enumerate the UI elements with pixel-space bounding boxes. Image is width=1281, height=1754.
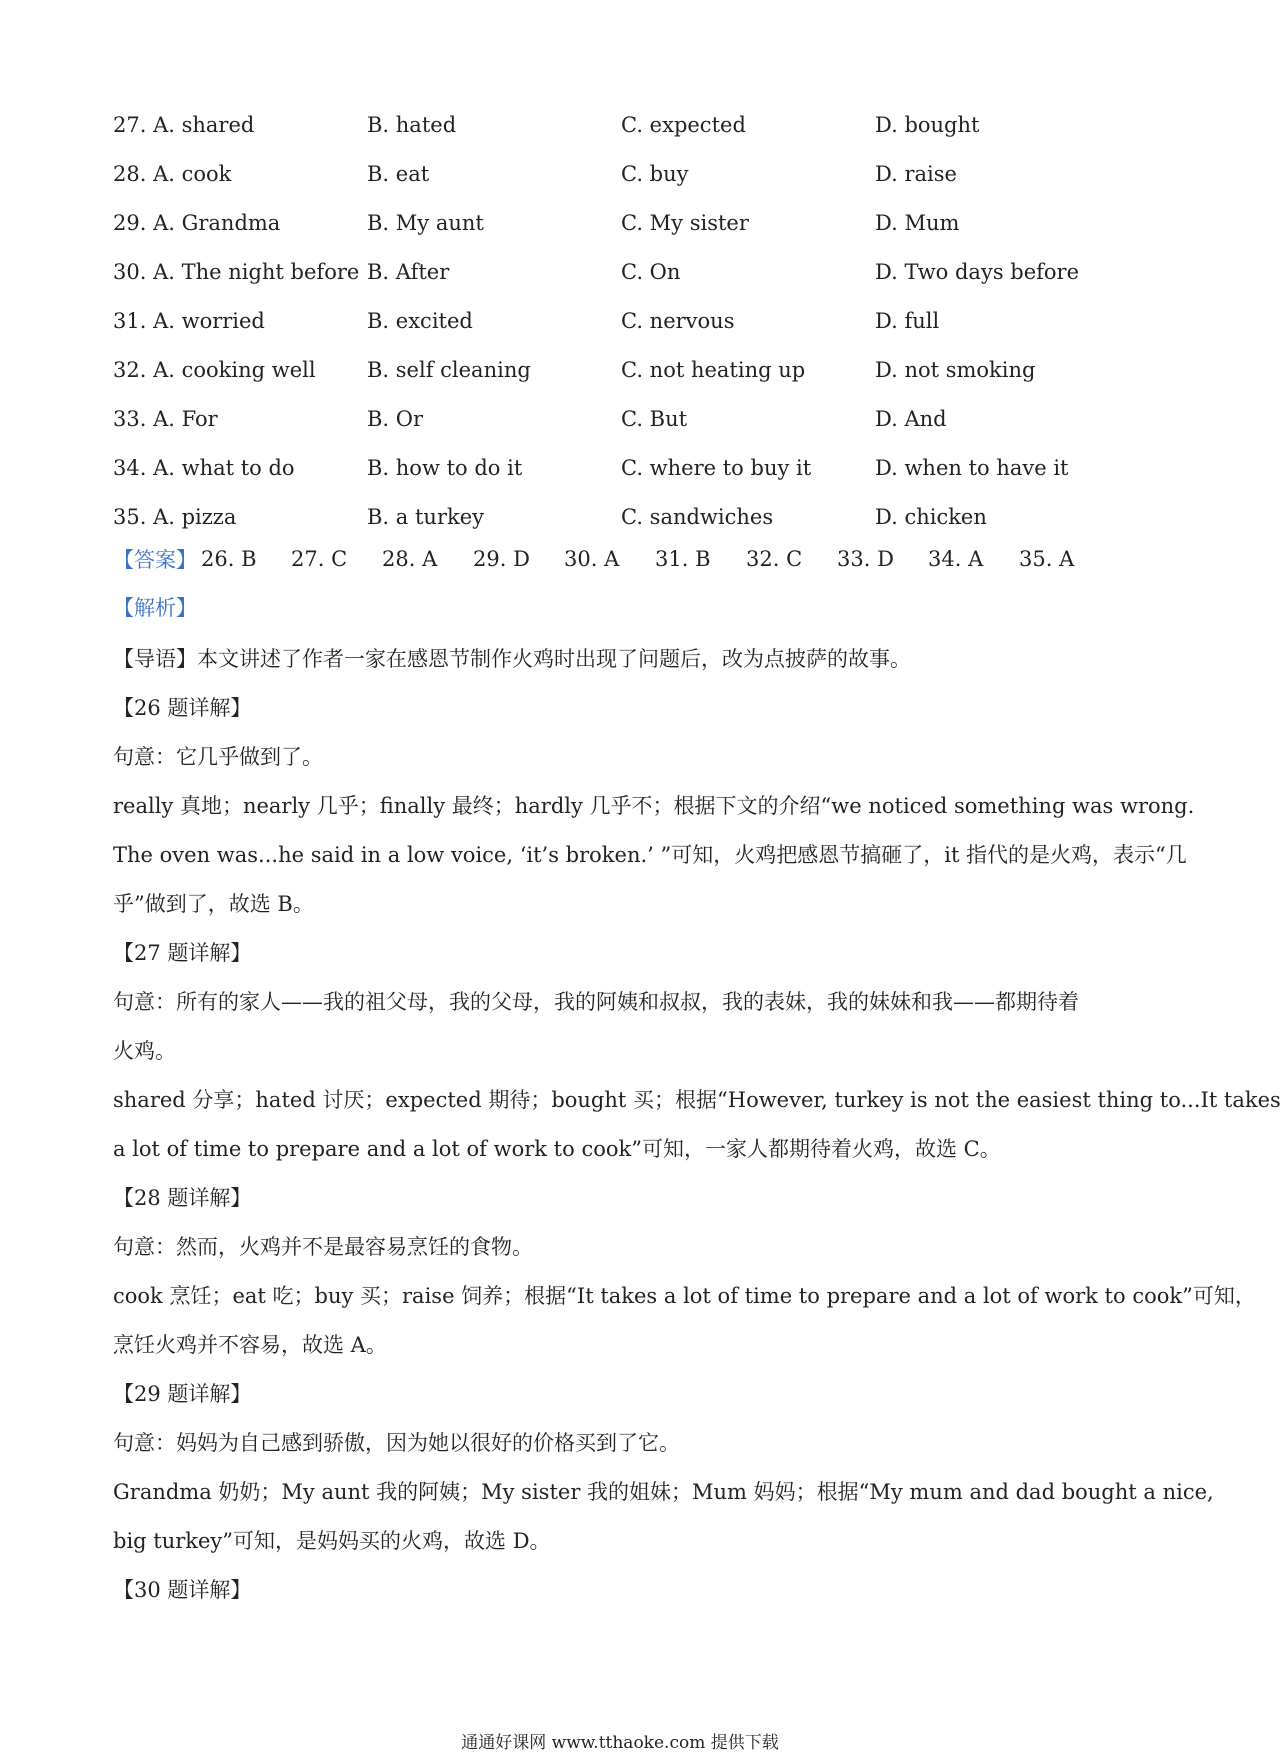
text-line: 烹饪火鸡并不容易，故选 A。 — [113, 1333, 387, 1357]
text-line: 【导语】本文讲述了作者一家在感恩节制作火鸡时出现了问题后，改为点披萨的故事。 — [113, 647, 911, 671]
answer-item: 32. C — [746, 547, 803, 571]
text-line: big turkey”可知，是妈妈买的火鸡，故选 D。 — [113, 1529, 551, 1553]
answer-item: 35. A — [1019, 547, 1075, 571]
option-c: C. not heating up — [621, 357, 806, 382]
option-row — [113, 345, 1133, 394]
answer-item: 27. C — [291, 547, 348, 571]
option-b: B. My aunt — [367, 210, 484, 235]
option-c: C. My sister — [621, 210, 749, 235]
text-line: 【26 题详解】 — [113, 696, 252, 720]
option-c: C. buy — [621, 161, 689, 186]
option-a: 33. A. For — [113, 406, 218, 431]
text-line: really 真地；nearly 几乎；finally 最终；hardly 几乎不；根据下文的介绍“we noticed something was wrong. — [113, 794, 1195, 818]
option-b: B. self cleaning — [367, 357, 531, 382]
option-row — [113, 100, 1133, 149]
answer-label: 【答案】 — [113, 548, 197, 572]
text-line: cook 烹饪；eat 吃；buy 买；raise 饲养；根据“It takes a lot of time to prepare and a lot of work to cook”可知， — [113, 1284, 1256, 1308]
option-b: B. hated — [367, 112, 457, 137]
option-a: 35. A. pizza — [113, 504, 237, 529]
answer-item: 29. D — [473, 547, 530, 571]
text-line: 【28 题详解】 — [113, 1186, 252, 1210]
option-b: B. how to do it — [367, 455, 523, 480]
option-a: 30. A. The night before — [113, 259, 360, 284]
answer-item: 34. A — [928, 547, 984, 571]
option-a: 32. A. cooking well — [113, 357, 316, 382]
analysis-label: 【解析】 — [113, 596, 197, 620]
option-row — [113, 492, 1133, 541]
text-line: The oven was...he said in a low voice, ‘it’s broken.’ ”可知，火鸡把感恩节搞砸了，it 指代的是火鸡，表示“几 — [113, 843, 1187, 867]
answer-options — [113, 100, 1133, 541]
answer-item: 33. D — [837, 547, 894, 571]
answer-item: 31. B — [655, 547, 711, 571]
option-a: 29. A. Grandma — [113, 210, 281, 235]
option-d: D. And — [875, 406, 947, 431]
option-row — [113, 198, 1133, 247]
text-line: 句意：妈妈为自己感到骄傲，因为她以很好的价格买到了它。 — [113, 1431, 680, 1455]
option-d: D. full — [875, 308, 940, 333]
text-line: 乎”做到了，故选 B。 — [113, 892, 314, 916]
option-c: C. expected — [621, 112, 746, 137]
text-line: Grandma 奶奶；My aunt 我的阿姨；My sister 我的姐妹；Mum 妈妈；根据“My mum and dad bought a nice, — [113, 1480, 1214, 1504]
text-line: shared 分享；hated 讨厌；expected 期待；bought 买；根据“However, turkey is not the easiest thing to...It takes — [113, 1088, 1281, 1112]
text-line: 句意：所有的家人——我的祖父母，我的父母，我的阿姨和叔叔，我的表妹，我的妹妹和我——都期待着 — [113, 990, 1079, 1014]
answer-item: 26. B — [201, 547, 257, 571]
option-a: 34. A. what to do — [113, 455, 295, 480]
answer-item: 30. A — [564, 547, 620, 571]
text-line: 火鸡。 — [113, 1039, 176, 1063]
page-footer: 通通好课网 www.tthaoke.com 提供下载 — [461, 1733, 779, 1753]
text-line: a lot of time to prepare and a lot of work to cook”可知，一家人都期待着火鸡，故选 C。 — [113, 1137, 1001, 1161]
option-b: B. a turkey — [367, 504, 484, 529]
option-d: D. when to have it — [875, 455, 1069, 480]
option-row — [113, 247, 1133, 296]
option-a: 31. A. worried — [113, 308, 265, 333]
text-line: 【30 题详解】 — [113, 1578, 252, 1602]
option-d: D. raise — [875, 161, 957, 186]
option-b: B. excited — [367, 308, 473, 333]
option-d: D. bought — [875, 112, 980, 137]
analysis-body — [113, 635, 1281, 1615]
answer-item: 28. A — [382, 547, 438, 571]
option-row — [113, 296, 1133, 345]
option-row — [113, 149, 1133, 198]
text-line: 句意：它几乎做到了。 — [113, 745, 323, 769]
option-d: D. Two days before — [875, 259, 1080, 284]
option-a: 27. A. shared — [113, 112, 255, 137]
option-c: C. nervous — [621, 308, 735, 333]
text-line: 句意：然而，火鸡并不是最容易烹饪的食物。 — [113, 1235, 533, 1259]
option-c: C. where to buy it — [621, 455, 812, 480]
answer-key — [113, 537, 1110, 581]
option-b: B. eat — [367, 161, 430, 186]
option-a: 28. A. cook — [113, 161, 232, 186]
option-b: B. After — [367, 259, 450, 284]
option-d: D. not smoking — [875, 357, 1036, 382]
option-d: D. Mum — [875, 210, 960, 235]
option-c: C. But — [621, 406, 688, 431]
option-b: B. Or — [367, 406, 424, 431]
text-line: 【29 题详解】 — [113, 1382, 252, 1406]
option-d: D. chicken — [875, 504, 987, 529]
option-row — [113, 443, 1133, 492]
option-c: C. On — [621, 259, 681, 284]
option-c: C. sandwiches — [621, 504, 774, 529]
option-row — [113, 394, 1133, 443]
text-line: 【27 题详解】 — [113, 941, 252, 965]
